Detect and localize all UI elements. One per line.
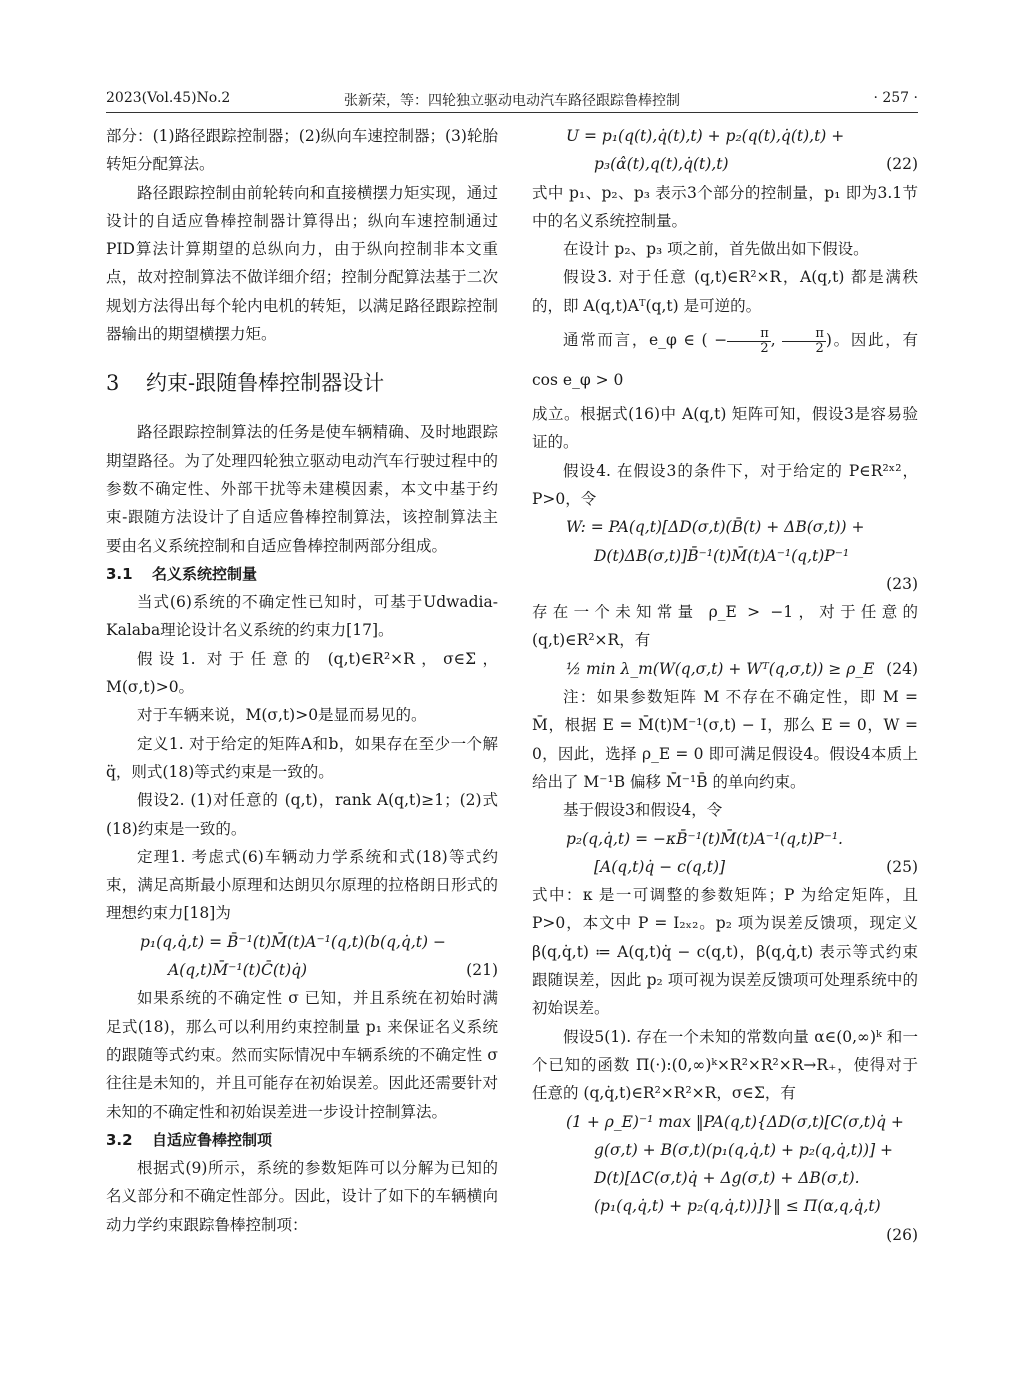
assumption-1: 假设1. 对于任意的 (q,t)∈R²×R，σ∈Σ，M(σ,t)>0。 [106, 649, 498, 697]
page-number: · 257 · [873, 90, 918, 106]
note: 注：如果参数矩阵 M 不存在不确定性，即 M = M̄，根据 E = M̄(t)M⁻¹(σ,t) − I，那么 E = 0，W = 0，因此，选择 ρ_E = 0 即可满足假设4。假设4本质上给出了 M⁻¹B 偏移 M̄⁻¹B̄ 的单向约束。 [532, 688, 918, 791]
paragraph: 部分：(1)路径跟踪控制器；(2)纵向车速控制器；(3)轮胎转矩分配算法。 [106, 127, 498, 174]
assumption-3: 假设3. 对于任意 (q,t)∈R²×R，A(q,t) 都是满秩的，即 A(q,t)Aᵀ(q,t) 是可逆的。 [532, 268, 918, 315]
equation-25-line-1: p₂(q,q̇,t) = −κB̄⁻¹(t)M̄(t)A⁻¹(q,t)P⁻¹. [566, 829, 843, 848]
equation-23-line-2: D(t)ΔB(σ,t)]B̄⁻¹(t)M̄(t)A⁻¹(q,t)P⁻¹ [594, 546, 850, 565]
paragraph-inline-fraction: 通常而言，e_φ ∈ ( − $\frac{\pi}{2}$ , $\frac{\pi}{2}$ )。因此，有 cos e_φ > 0 [532, 325, 918, 390]
running-title: 张新荣，等：四轮独立驱动电动汽车路径跟踪鲁棒控制 [344, 93, 680, 109]
subsection-title: 名义系统控制量 [152, 564, 258, 583]
paragraph: 路径跟踪控制算法的任务是使车辆精确、及时地跟踪期望路径。为了处理四轮独立驱动电动汽车行驶过程中的参数不确定性、外部干扰等未建模因素，本文中基于约束-跟随方法设计了自适应鲁棒控制算法，该控制算法主要由名义系统控制和自适应鲁棒控制两部分组成。 [106, 423, 498, 555]
equation-23-line-1: W: = PA(q,t)[ΔD(σ,t)(B̄(t) + ΔB(σ,t)) + [566, 518, 865, 537]
paragraph: 当式(6)系统的不确定性已知时，可基于Udwadia-Kalaba理论设计名义系统的约束力[17]。 [106, 593, 498, 640]
paragraph: 存在一个未知常量 ρ_E > −1，对于任意的 (q,t)∈R²×R，有 [532, 603, 918, 650]
equation-26-line-4: (p₁(q,q̇,t) + p₂(q,q̇,t))]}‖ ≤ Π(α,q,q̇,t) [594, 1197, 881, 1216]
subsection-number: 3.2 [106, 1130, 133, 1149]
subsection-heading-3-1 [106, 560, 498, 588]
fraction: $\frac{\pi}{2}$ [727, 327, 771, 356]
equation-21-line-2: A(q,t)M̄⁻¹(t)C̄(t)q̇) (21) [106, 956, 498, 984]
paragraph: 路径跟踪控制由前轮转向和直接横摆力矩实现，通过设计的自适应鲁棒控制器计算得出；纵向车速控制通过PID算法计算期望的总纵向力，由于纵向控制非本文重点，故对控制算法不做详细介绍；控制分配算法基于二次规划方法得出每个轮内电机的转矩，以满足路径跟踪控制器输出的期望横摆力矩。 [106, 183, 498, 344]
equation-26-line-3: D(t)[ΔC(σ,t)q̇ + Δg(σ,t) + ΔB(σ,t). [594, 1169, 860, 1188]
equation-22-line-1: U = p₁(q(t),q̇(t),t) + p₂(q(t),q̇(t),t) + [566, 127, 845, 145]
left-column [106, 122, 498, 1239]
paragraph: 式中：κ 是一可调整的参数矩阵；P 为给定矩阵，且 P>0，本文中 P = I₂ₓ₂。p₂ 项为误差反馈项，现定义 β(q,q̇,t) ≔ A(q,t)q̇ − c(q,t)，β(q,q̇,t) 表示等式约束跟随误差，因此 p₂ 项可视为误差反馈项可处理系统中的初始误差。 [532, 886, 918, 1018]
paragraph: 成立。根据式(16)中 A(q,t) 矩阵可知，假设3是容易验证的。 [532, 405, 918, 452]
equation-number: (22) [886, 155, 918, 174]
equation-21-line-1: p₁(q,q̇,t) = B̄⁻¹(t)M̄(t)A⁻¹(q,t)(b(q,q̇,t) − [140, 932, 446, 951]
paragraph: 根据式(9)所示，系统的参数矩阵可以分解为已知的名义部分和不确定性部分。因此，设计了如下的车辆横向动力学约束跟踪鲁棒控制项： [106, 1159, 498, 1234]
subsection-number: 3.1 [106, 564, 133, 583]
equation-24: ½ min λ_m(W(q,σ,t) + Wᵀ(q,σ,t)) ≥ ρ_E (24) [532, 655, 918, 683]
section-number: 3 [106, 371, 120, 396]
definition-1: 定义1. 对于给定的矩阵A和b，如果存在至少一个解 q̈，则式(18)等式约束是一致的。 [106, 734, 498, 781]
journal-issue: 2023(Vol.45)No.2 [106, 90, 231, 106]
running-header [106, 90, 918, 113]
equation-22-line-2: p₃(α̂(t),q(t),q̇(t),t) (22) [532, 150, 918, 178]
assumption-4: 假设4. 在假设3的条件下，对于给定的 P∈R²ˣ²，P>0，令 [532, 461, 918, 508]
equation-number: (21) [466, 961, 498, 980]
assumption-5: 假设5(1). 存在一个未知的常数向量 α∈(0,∞)ᵏ 和一个已知的函数 Π(·):(0,∞)ᵏ×R²×R²×R→R₊，使得对于任意的 (q,q̇,t)∈R²×R²×R，σ∈Σ，有 [532, 1027, 918, 1103]
section-heading-3 [106, 368, 498, 398]
subsection-title: 自适应鲁棒控制项 [152, 1130, 273, 1149]
theorem-1: 定理1. 考虑式(6)车辆动力学系统和式(18)等式约束，满足高斯最小原理和达朗贝尔原理的拉格朗日形式的理想约束力[18]为 [106, 847, 498, 923]
paragraph: 式中 p₁、p₂、p₃ 表示3个部分的控制量，p₁ 即为3.1节中的名义系统控制量。 [532, 183, 918, 230]
fraction: $\frac{\pi}{2}$ [782, 327, 826, 356]
equation-number: (26) [886, 1225, 918, 1244]
equation-number: (24) [886, 659, 918, 678]
paragraph: 在设计 p₂、p₃ 项之前，首先做出如下假设。 [563, 240, 869, 259]
equation-26-line-1: (1 + ρ_E)⁻¹ max ‖PA(q,t){ΔD(σ,t)[C(σ,t)q̇ + [566, 1112, 904, 1131]
equation-26-line-2: g(σ,t) + B(σ,t)(p₁(q,q̇,t) + p₂(q,q̇,t))] + [594, 1140, 894, 1159]
equation-number: (25) [886, 857, 918, 876]
equation-25-line-2: [A(q,t)q̇ − c(q,t)] (25) [532, 853, 918, 881]
paragraph: 对于车辆来说，M(σ,t)>0是显而易见的。 [137, 706, 427, 725]
right-column [532, 122, 918, 1249]
subsection-heading-3-2 [106, 1126, 498, 1154]
paragraph: 如果系统的不确定性 σ 已知，并且系统在初始时满足式(18)，那么可以利用约束控制量 p₁ 来保证名义系统的跟随等式约束。然而实际情况中车辆系统的不确定性 σ 往往是未知的，并且可能存在初始误差。因此还需要针对未知的不确定性和初始误差进一步设计控制算法。 [106, 989, 498, 1121]
paragraph: 基于假设3和假设4，令 [563, 801, 723, 820]
section-title: 约束-跟随鲁棒控制器设计 [146, 371, 385, 396]
equation-number: (23) [886, 574, 918, 593]
assumption-2: 假设2. (1)对任意的 (q,t)，rank A(q,t)≥1；(2)式(18)约束是一致的。 [106, 791, 498, 838]
